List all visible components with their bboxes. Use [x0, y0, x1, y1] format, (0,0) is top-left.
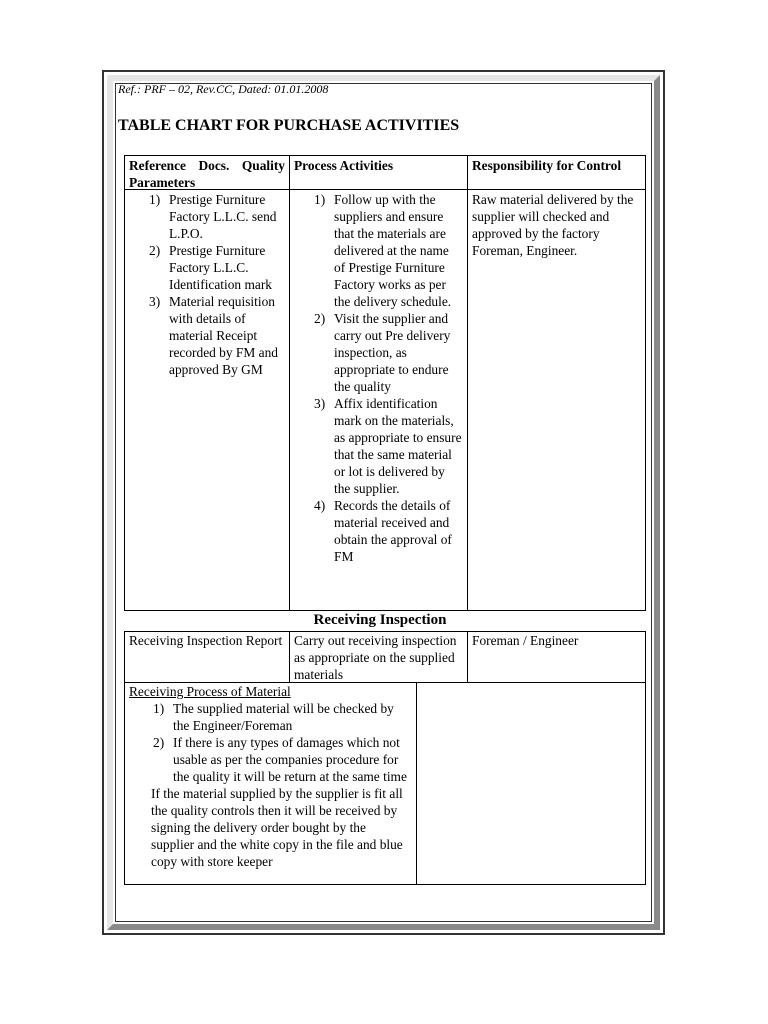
list-item-number: 1) [149, 192, 161, 207]
list-item [129, 700, 410, 734]
header-reference-docs [124, 155, 290, 190]
receiving-reference-text: Receiving Inspection Report [129, 633, 283, 648]
list-item [125, 242, 285, 293]
header-responsibility [467, 155, 646, 190]
list-item-number: 1) [314, 192, 326, 207]
process-activities-list [290, 191, 463, 565]
receiving-activity-text: Carry out receiving inspection as appropriate on the supplied materials [294, 633, 457, 682]
list-item [290, 191, 463, 310]
list-item [290, 395, 463, 497]
receiving-process-label: Receiving Process of Material [129, 684, 291, 699]
list-item [129, 734, 410, 785]
list-item-number: 2) [149, 243, 161, 258]
list-item [125, 293, 285, 378]
list-item-text: Material requisition with details of material Receipt recorded by FM and approved By GM [169, 294, 278, 377]
list-item [125, 191, 285, 242]
header-responsibility-label: Responsibility for Control [472, 158, 622, 173]
receiving-responsibility-cell [467, 631, 646, 683]
responsibility-text: Raw material delivered by the supplier will checked and approved by the factory Foreman, Engineer. [472, 192, 634, 258]
receiving-process-cell [124, 682, 417, 885]
list-item-text: Prestige Furniture Factory L.L.C. send L.P.O. [169, 192, 277, 241]
list-item-text: Affix identification mark on the materials, as appropriate to ensure that the same material or lot is delivered by the supplier. [334, 396, 462, 496]
list-item-text: Visit the supplier and carry out Pre delivery inspection, as appropriate to endure the quality [334, 311, 451, 394]
receiving-process-note: If the material supplied by the supplier is fit all the quality controls then it will be received by signing the delivery order bought by the supplier and the white copy in the file and blue copy with store keeper [151, 786, 403, 869]
list-item [290, 310, 463, 395]
list-item-number: 2) [153, 735, 165, 750]
header-reference-docs-label: Reference Docs. Quality Parameters [129, 158, 285, 190]
receiving-process-side-cell [416, 682, 646, 885]
reference-docs-cell [124, 189, 290, 611]
list-item-text: Prestige Furniture Factory L.L.C. Identification mark [169, 243, 272, 292]
document-title: TABLE CHART FOR PURCHASE ACTIVITIES [118, 117, 460, 134]
document-reference: Ref.: PRF – 02, Rev.CC, Dated: 01.01.2008 [118, 82, 329, 96]
receiving-activity-cell [289, 631, 468, 683]
list-item-number: 3) [149, 294, 161, 309]
reference-docs-list [125, 191, 289, 378]
responsibility-cell [467, 189, 646, 611]
receiving-process-list [129, 700, 410, 785]
receiving-inspection-title: Receiving Inspection [313, 612, 447, 628]
list-item-number: 4) [314, 498, 326, 513]
list-item-number: 2) [314, 311, 326, 326]
process-activities-cell [289, 189, 468, 611]
list-item-number: 3) [314, 396, 326, 411]
header-process-activities-label: Process Activities [294, 158, 394, 173]
list-item-text: If there is any types of damages which not usable as per the companies procedure for the quality it will be return at the same time [173, 735, 407, 784]
receiving-responsibility-text: Foreman / Engineer [472, 633, 579, 648]
list-item-text: Records the details of material received and obtain the approval of FM [334, 498, 452, 564]
header-process-activities [289, 155, 468, 190]
list-item [290, 497, 463, 565]
list-item-text: Follow up with the suppliers and ensure that the materials are delivered at the name of Prestige Furniture Factory works as per the delivery schedule. [334, 192, 452, 309]
list-item-text: The supplied material will be checked by the Engineer/Foreman [173, 701, 394, 733]
list-item-number: 1) [153, 701, 165, 716]
receiving-reference-cell [124, 631, 290, 683]
